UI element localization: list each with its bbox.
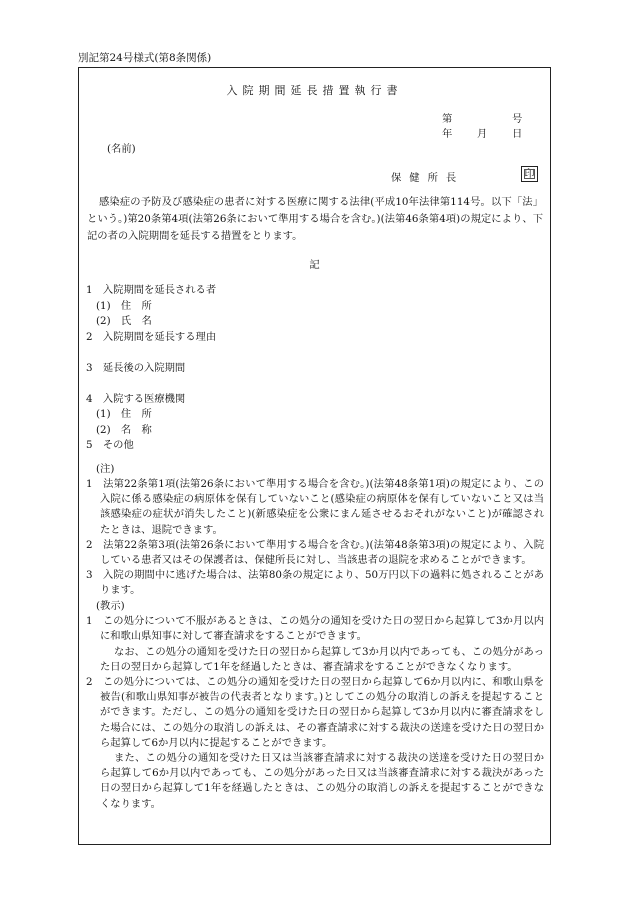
note-1: 1 法第22条第1項(法第26条において準用する場合を含む。)(法第48条第1項)の規定により、この入院に係る感染症の病原体を保有していないこと(感染症の病原体を保有していないこと又は当該感染症の症状が消失したこと)(新感染症を公衆にまん延させるおそれがないこと)が確認されたときは、退院できます。 bbox=[86, 478, 544, 536]
item-1-address: (1) 住 所 bbox=[96, 299, 152, 312]
issuer-title: 保健所長 bbox=[391, 172, 465, 184]
document-frame bbox=[78, 67, 551, 845]
instruction-1-supplement: なお、この処分の通知を受けた日の翌日から起算して3か月以内であっても、この処分があった日の翌日から起算して1年を経過したときは、審査請求をすることができなくなります。 bbox=[100, 645, 544, 673]
document-number bbox=[442, 110, 522, 125]
instruction-1: 1 この処分について不服があるときは、この処分の通知を受けた日の翌日から起算して3か月以内に和歌山県知事に対して審査請求をすることができます。 bbox=[86, 615, 544, 643]
note-3: 3 入院の期間中に逃げた場合は、法第80条の規定により、50万円以下の過料に処されることがあります。 bbox=[86, 569, 544, 597]
intro-paragraph: 感染症の予防及び感染症の患者に対する医療に関する法律(平成10年法律第114号。以下「法」という。)第20条第4項(法第26条において準用する場合を含む。)(法第46条第4項)の規定により、下記の者の入院期間を延長する措置をとります。 bbox=[87, 196, 543, 242]
item-4-name: (2) 名 称 bbox=[96, 423, 152, 436]
date-year: 年 bbox=[442, 128, 453, 140]
addressee-name: (名前) bbox=[107, 143, 136, 155]
item-1: 1 入院期間を延長される者 bbox=[86, 284, 217, 296]
item-5: 5 その他 bbox=[86, 439, 134, 451]
item-4: 4 入院する医療機関 bbox=[86, 392, 186, 405]
item-4-address: (1) 住 所 bbox=[96, 408, 152, 420]
seal-stamp: 印 bbox=[521, 166, 538, 182]
date-day: 日 bbox=[512, 128, 523, 140]
instruction-2: 2 この処分については、この処分の通知を受けた日の翌日から起算して6か月以内に、和歌山県を被告(和歌山県知事が被告の代表者となります。)としてこの処分の取消しの訴えを提起することができます。ただし、この処分の通知を受けた日の翌日から起算して3か月以内に審査請求をした場合には、この処分の取消しの訴えは、その審査請求に対する裁決の送達を受けた日の翌日から起算して6か月以内に提起することができます。 bbox=[86, 675, 544, 749]
note-2: 2 法第22条第3項(法第26条において準用する場合を含む。)(法第48条第3項)の規定により、入院している患者又はその保護者は、保健所長に対し、当該患者の退院を求めることができます。 bbox=[86, 538, 544, 567]
number-suffix: 号 bbox=[512, 113, 523, 125]
items-and-notes bbox=[86, 283, 544, 812]
ki-heading: 記 bbox=[309, 259, 320, 271]
document-title: 入院期間延長措置執行書 bbox=[226, 84, 403, 97]
instructions-heading: (教示) bbox=[96, 599, 125, 612]
number-prefix: 第 bbox=[442, 113, 453, 125]
item-3: 3 延長後の入院期間 bbox=[86, 361, 186, 374]
item-1-name: (2) 氏 名 bbox=[96, 315, 152, 327]
issue-date bbox=[442, 125, 522, 140]
instruction-2-supplement: また、この処分の通知を受けた日又は当該審査請求に対する裁決の送達を受けた日の翌日から起算して6か月以内であっても、この処分があった日又は当該審査請求に対する裁決があった日の翌日から起算して1年を経過したときは、この処分の取消しの訴えを提起することができなくなります。 bbox=[100, 751, 544, 810]
item-2: 2 入院期間を延長する理由 bbox=[86, 330, 217, 343]
notes-heading: (注) bbox=[96, 462, 115, 475]
date-month: 月 bbox=[477, 128, 488, 140]
form-number-label: 別記第24号様式(第8条関係) bbox=[78, 52, 212, 64]
